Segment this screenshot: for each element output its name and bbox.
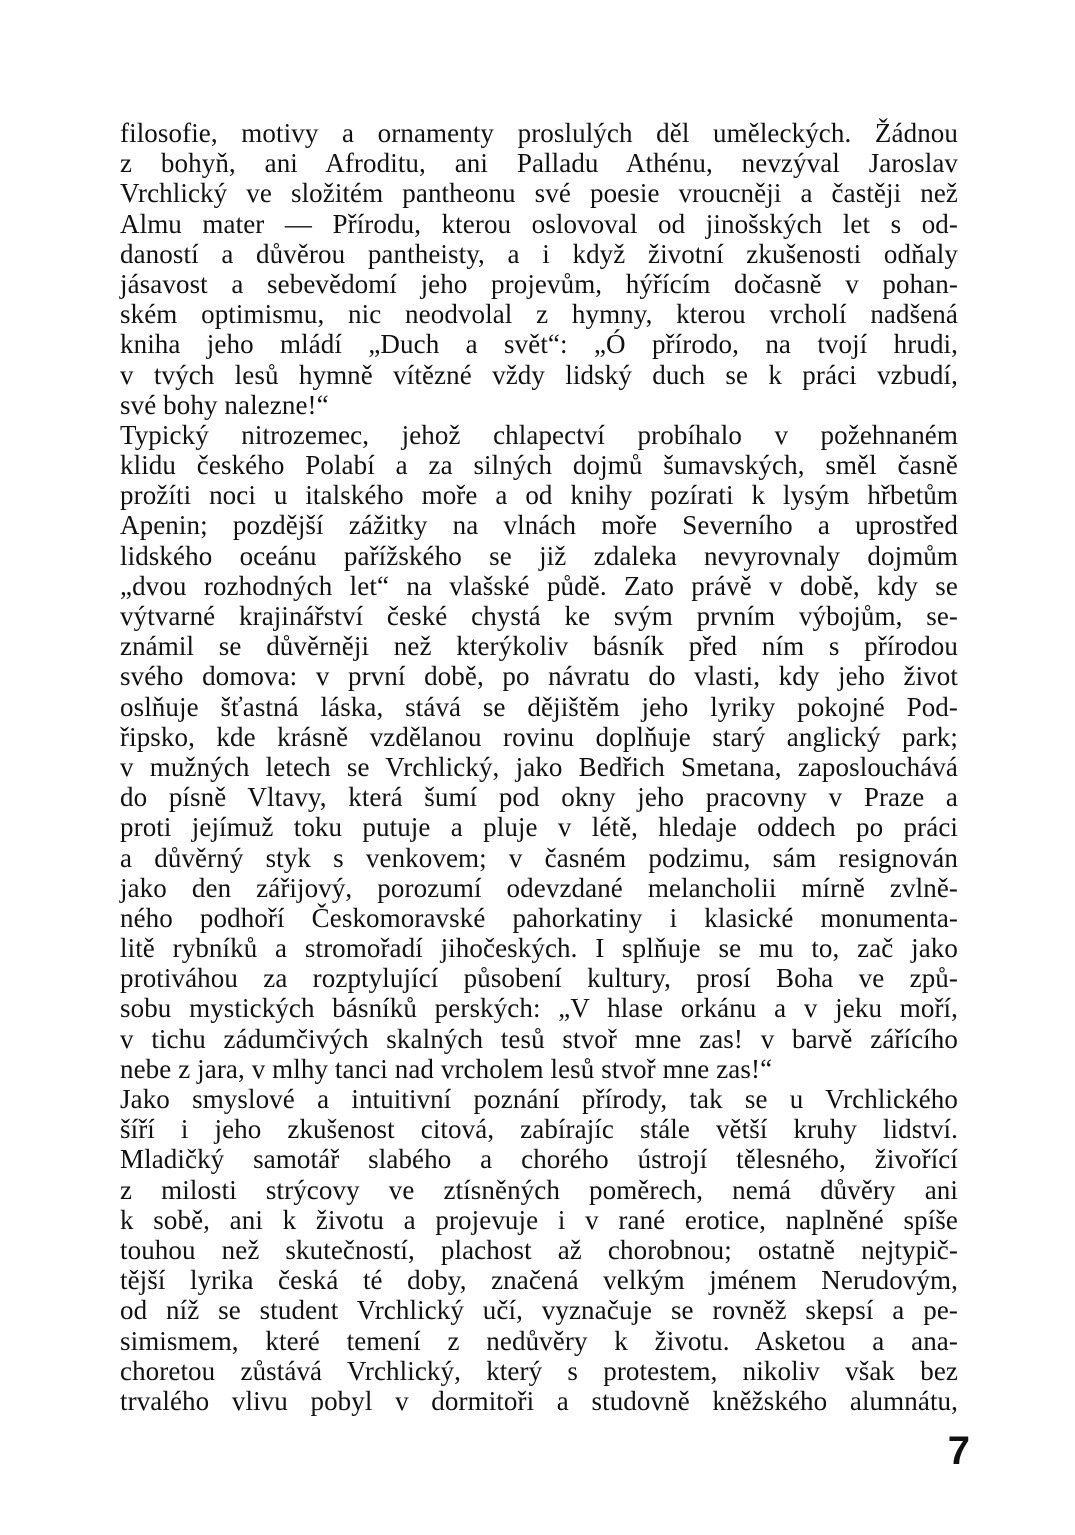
- text-line: svého domova: v první době, po návratu do vlasti, kdy jeho život: [120, 661, 958, 692]
- paragraph-end-line: nebe z jara, v mlhy tanci nad vrcholem lesů stvoř mne zas!“: [120, 1053, 773, 1084]
- text-line: jako den zářijový, porozumí odevzdané melancholii mírně zvlně-: [120, 872, 958, 903]
- text-line: klidu českého Polabí a za silných dojmů šumavských, směl časně: [120, 450, 958, 481]
- text-line: Almu mater — Přírodu, kterou oslovoval od jinošských let s od-: [120, 208, 958, 239]
- text-line: Vrchlický ve složitém pantheonu své poesie vroucněji a častěji než: [120, 178, 958, 209]
- text-line: ském optimismu, nic neodvolal z hymny, kterou vrcholí nadšená: [120, 299, 958, 330]
- text-line: a důvěrný styk s venkovem; v časném podzimu, sám resignován: [120, 842, 958, 873]
- text-line: ného podhoří Českomoravské pahorkatiny i klasické monumenta-: [120, 902, 958, 933]
- text-line: Mladičký samotář slabého a chorého ústrojí tělesného, živořící: [120, 1144, 958, 1175]
- text-line: šíří i jeho zkušenost citová, zabírajíc stále větší kruhy lidství.: [120, 1114, 958, 1145]
- body-text: [120, 118, 958, 1416]
- text-line: Typický nitrozemec, jehož chlapectví probíhalo v požehnaném: [120, 419, 958, 450]
- text-line: řipsko, kde krásně vzdělanou rovinu doplňuje starý anglický park;: [120, 721, 958, 752]
- text-line: daností a důvěrou pantheisty, a i když životní zkušenosti odňaly: [120, 238, 958, 269]
- text-line: prožíti noci u italského moře a od knihy pozírati k lysým hřbetům: [120, 480, 958, 511]
- text-line: touhou než skutečností, plachost až chorobnou; ostatně nejtypič-: [120, 1234, 958, 1265]
- text-line: známil se důvěrněji než kterýkoliv básník před ním s přírodou: [120, 631, 958, 662]
- text-line: proti jejímuž toku putuje a pluje v létě, hledaje oddech po práci: [120, 812, 958, 843]
- text-line: v tichu zádumčivých skalných tesů stvoř mne zas! v barvě zářícího: [120, 1023, 958, 1054]
- text-line: od níž se student Vrchlický učí, vyznačuje se rovněž skepsí a pe-: [120, 1295, 958, 1326]
- text-line: k sobě, ani k životu a projevuje i v rané erotice, naplněné spíše: [120, 1204, 958, 1235]
- text-line: choretou zůstává Vrchlický, který s protestem, nikoliv však bez: [120, 1355, 958, 1386]
- text-line: litě rybníků a stromořadí jihočeských. I splňuje se mu to, zač jako: [120, 933, 958, 964]
- text-line: Apenin; pozdější zážitky na vlnách moře Severního a uprostřed: [120, 510, 958, 541]
- text-line: v mužných letech se Vrchlický, jako Bedřich Smetana, zaposlouchává: [120, 751, 958, 782]
- text-line: tější lyrika česká té doby, značená velkým jménem Nerudovým,: [120, 1265, 958, 1296]
- text-line: oslňuje šťastná láska, stává se dějištěm jeho lyriky pokojné Pod-: [120, 691, 958, 722]
- text-line: sobu mystických básníků perských: „V hlase orkánu a v jeku moří,: [120, 993, 958, 1024]
- paragraph-end-line: své bohy nalezne!“: [120, 389, 329, 420]
- page-number: 7: [947, 1429, 970, 1473]
- text-line: do písně Vltavy, která šumí pod okny jeho pracovny v Praze a: [120, 782, 958, 813]
- text-line: Jako smyslové a intuitivní poznání přírody, tak se u Vrchlického: [120, 1084, 958, 1114]
- text-line: filosofie, motivy a ornamenty proslulých děl uměleckých. Žádnou: [120, 118, 958, 148]
- text-line: jásavost a sebevědomí jeho projevům, hýřícím dočasně v pohan-: [120, 268, 958, 299]
- text-line: z bohyň, ani Afroditu, ani Palladu Athénu, nevzýval Jaroslav: [120, 148, 958, 179]
- text-line: z milosti strýcovy ve ztísněných poměrech, nemá důvěry ani: [120, 1174, 958, 1205]
- text-line: protiváhou za rozptylující působení kultury, prosí Boha ve způ-: [120, 963, 958, 994]
- text-line: lidského oceánu pařížského se již zdaleka nevyrovnaly dojmům: [120, 540, 958, 571]
- text-line: trvalého vlivu pobyl v dormitoři a studovně kněžského alumnátu,: [120, 1385, 958, 1416]
- text-line: kniha jeho mládí „Duch a svět“: „Ó přírodo, na tvojí hrudi,: [120, 329, 958, 360]
- text-line: „dvou rozhodných let“ na vlašské půdě. Zato právě v době, kdy se: [120, 570, 958, 601]
- text-line: v tvých lesů hymně vítězné vždy lidský duch se k práci vzbudí,: [120, 359, 958, 390]
- text-line: výtvarné krajinářství české chystá ke svým prvním výbojům, se-: [120, 601, 958, 631]
- text-line: simismem, které temení z nedůvěry k životu. Asketou a ana-: [120, 1325, 958, 1356]
